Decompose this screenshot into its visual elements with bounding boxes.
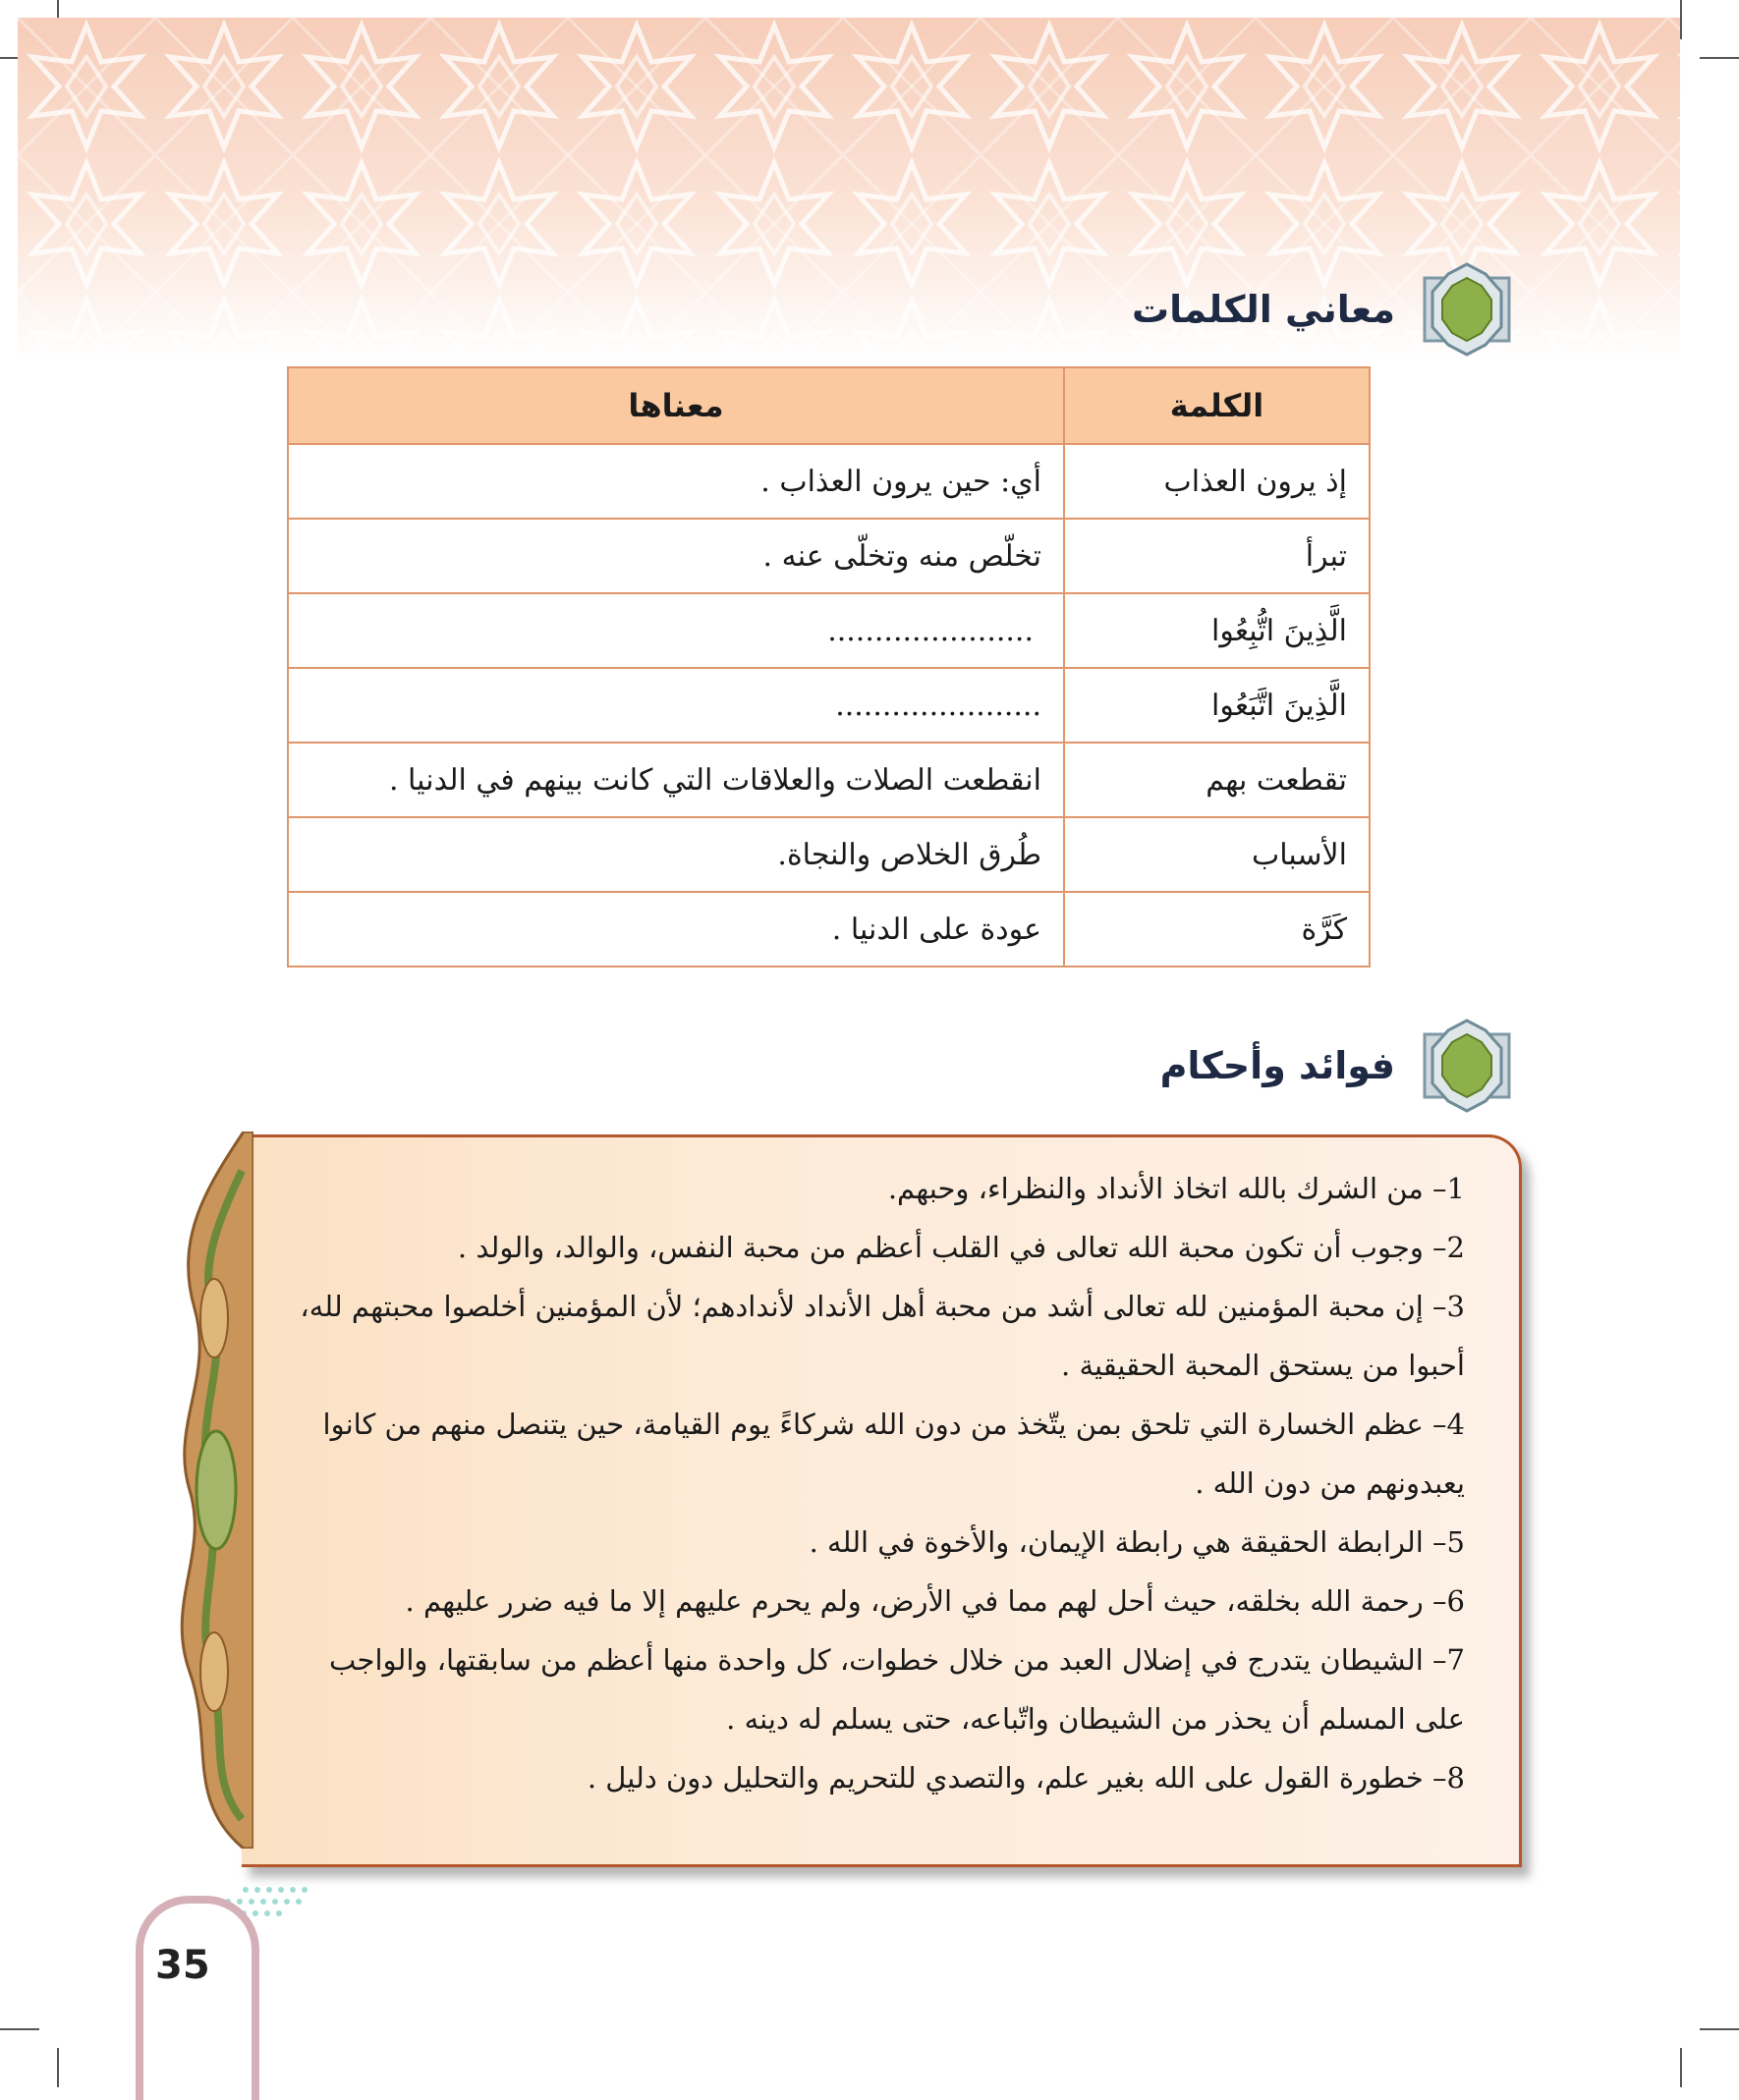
octagon-badge-icon xyxy=(1413,1017,1521,1115)
word-cell: كَرَّة xyxy=(1064,892,1370,967)
table-row xyxy=(288,519,1370,593)
page-number: 35 xyxy=(155,1943,210,1988)
word-cell: الَّذِينَ اتُّبِعُوا xyxy=(1064,593,1370,668)
page-tab xyxy=(136,1896,259,2100)
list-item: 1– من الشرك بالله اتخاذ الأنداد والنظراء، وحبهم. xyxy=(887,1172,1465,1205)
meaning-cell: أي: حين يرون العذاب . xyxy=(288,444,1064,519)
crop-mark xyxy=(57,2048,59,2087)
section-title: فوائد وأحكام xyxy=(1159,1044,1395,1087)
meaning-blank-cell: ...................... xyxy=(288,668,1064,743)
list-item: 4– عظم الخسارة التي تلحق بمن يتّخذ من دون الله شركاءً يوم القيامة، حين يتنصل منهم من كانوا يعبدونهم من دون الله . xyxy=(322,1408,1465,1500)
vocab-table xyxy=(287,366,1371,967)
arabesque-border-ornament xyxy=(165,1132,253,1849)
word-cell: إذ يرون العذاب xyxy=(1064,444,1370,519)
crop-mark xyxy=(0,2028,39,2030)
crop-mark xyxy=(1700,2028,1739,2030)
crop-mark xyxy=(1680,2048,1682,2087)
table-row xyxy=(288,593,1370,668)
benefits-box xyxy=(242,1134,1522,1867)
list-item: 7– الشيطان يتدرج في إضلال العبد من خلال خطوات، كل واحدة منها أعظم من سابقتها، والواجب على المسلم أن يحذر من الشيطان واتّباعه، حتى يسلم له دينه . xyxy=(329,1643,1465,1736)
meaning-cell: انقطعت الصلات والعلاقات التي كانت بينهم في الدنيا . xyxy=(288,743,1064,817)
meaning-cell: طُرق الخلاص والنجاة. xyxy=(288,817,1064,892)
table-header-row xyxy=(288,367,1370,444)
meaning-blank-cell: ...................... xyxy=(288,593,1064,668)
meaning-cell: عودة على الدنيا . xyxy=(288,892,1064,967)
table-row xyxy=(288,743,1370,817)
vocab-heading xyxy=(1132,260,1521,359)
benefits-list xyxy=(296,1159,1465,1807)
column-header-meaning: معناها xyxy=(288,367,1064,444)
list-item: 3– إن محبة المؤمنين لله تعالى أشد من محبة أهل الأنداد لأندادهم؛ لأن المؤمنين أخلصوا محبتهم لله، أحبوا من يستحق المحبة الحقيقية . xyxy=(300,1290,1465,1382)
list-item: 5– الرابطة الحقيقة هي رابطة الإيمان، والأخوة في الله . xyxy=(809,1525,1465,1559)
word-cell: الَّذِينَ اتَّبَعُوا xyxy=(1064,668,1370,743)
word-cell: تبرأ xyxy=(1064,519,1370,593)
table-row xyxy=(288,892,1370,967)
column-header-word: الكلمة xyxy=(1064,367,1370,444)
meaning-cell: تخلّص منه وتخلّى عنه . xyxy=(288,519,1064,593)
word-cell: تقطعت بهم xyxy=(1064,743,1370,817)
table-row xyxy=(288,817,1370,892)
list-item: 2– وجوب أن تكون محبة الله تعالى في القلب أعظم من محبة النفس، والوالد، والولد . xyxy=(457,1231,1465,1264)
table-row xyxy=(288,444,1370,519)
table-row xyxy=(288,668,1370,743)
section-title: معاني الكلمات xyxy=(1131,288,1395,331)
octagon-badge-icon xyxy=(1413,260,1521,359)
crop-mark xyxy=(1680,0,1682,39)
list-item: 6– رحمة الله بخلقه، حيث أحل لهم مما في الأرض، ولم يحرم عليهم إلا ما فيه ضرر عليهم . xyxy=(405,1584,1465,1618)
list-item: 8– خطورة القول على الله بغير علم، والتصدي للتحريم والتحليل دون دليل . xyxy=(587,1761,1465,1795)
word-cell: الأسباب xyxy=(1064,817,1370,892)
benefits-heading xyxy=(1160,1017,1521,1115)
crop-mark xyxy=(1700,57,1739,59)
